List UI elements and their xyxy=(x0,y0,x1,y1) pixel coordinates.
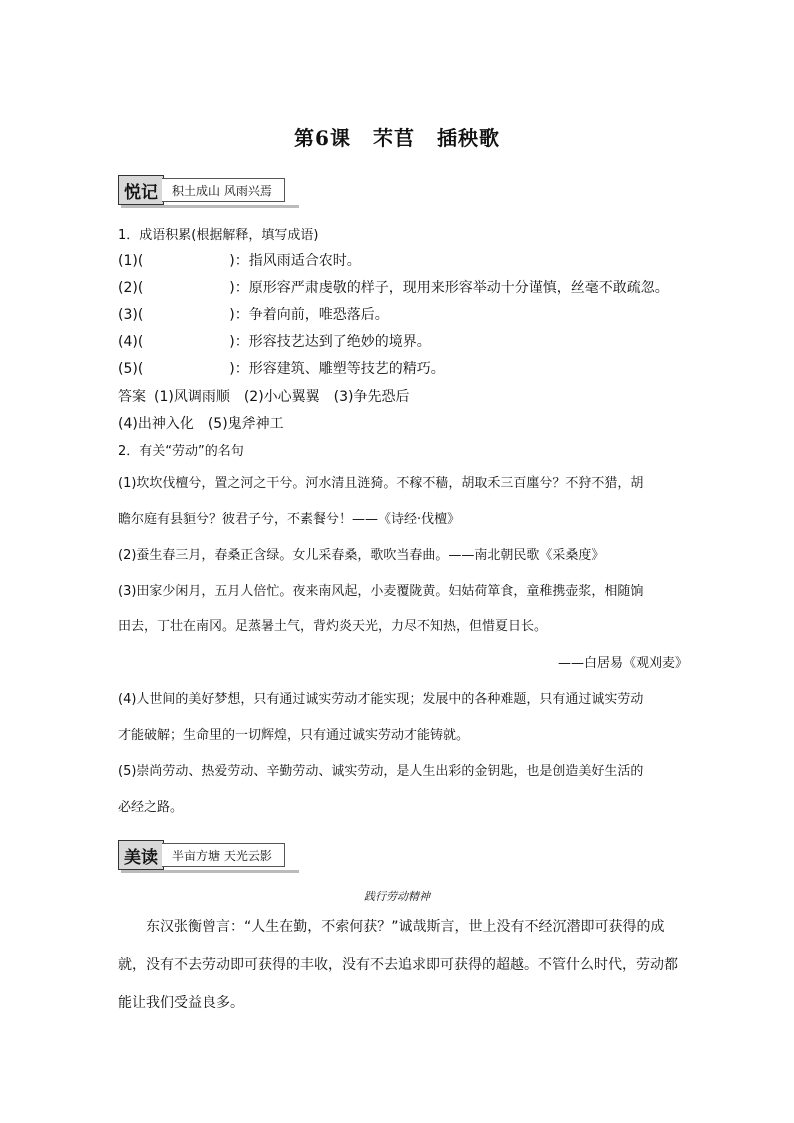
item-close: )： xyxy=(229,280,249,296)
q2-p1-line-2: 瞻尔庭有县貆兮？彼君子兮，不素餐兮！——《诗经·伐檀》 xyxy=(118,512,461,527)
answer-text: (1)风调雨顺 (2)小心翼翼 (3)争先恐后 xyxy=(154,389,410,405)
lesson-number: 第6课 xyxy=(294,126,351,150)
q2-p2: (2)蚕生春三月，春桑正含绿。女儿采春桑，歌吹当春曲。——南北朝民歌《采桑度》 xyxy=(118,548,605,563)
item-text: 形容技艺达到了绝妙的境界。 xyxy=(248,334,431,350)
item-text: 形容建筑、雕塑等技艺的精巧。 xyxy=(248,361,445,377)
lesson-title xyxy=(0,122,794,151)
item-close: )： xyxy=(229,307,249,323)
item-close: )： xyxy=(229,334,249,350)
section-tag: 美读 xyxy=(118,840,164,870)
q1-item-3 xyxy=(118,304,389,324)
item-close: )： xyxy=(229,253,249,269)
answer-label: 答案 xyxy=(118,389,146,405)
banner-shadow xyxy=(121,205,299,208)
q1-answer-line-2: (4)出神入化 (5)鬼斧神工 xyxy=(118,416,284,432)
item-number: (2)( xyxy=(118,280,144,296)
q2-p4-line-2: 才能破解；生命里的一切辉煌，只有通过诚实劳动才能铸就。 xyxy=(118,728,470,743)
q2-p3-line-1: (3)田家少闲月，五月人倍忙。夜来南风起，小麦覆陇黄。妇姑荷箪食，童稚携壶浆，相随饷 xyxy=(118,584,644,599)
q1-heading: 1．成语积累(根据解释，填写成语) xyxy=(118,228,319,243)
item-number: (5)( xyxy=(118,361,144,377)
section-banner-meidu xyxy=(118,840,300,870)
lesson-part-2: 插秧歌 xyxy=(436,126,500,150)
q1-item-2 xyxy=(118,277,669,297)
q1-item-4 xyxy=(118,331,431,351)
essay-line-1: 东汉张衡曾言：“人生在勤，不索何获？”诚哉斯言，世上没有不经沉潜即可获得的成 xyxy=(146,919,665,935)
q1-answer-line-1 xyxy=(118,386,410,406)
item-text: 原形容严肃虔敬的样子，现用来形容举动十分谨慎，丝毫不敢疏忽。 xyxy=(248,280,669,296)
q1-item-1 xyxy=(118,250,361,270)
item-number: (3)( xyxy=(118,307,144,323)
banner-shadow xyxy=(121,870,299,873)
item-text: 指风雨适合农时。 xyxy=(248,253,361,269)
q2-p3-source: ——白居易《观刈麦》 xyxy=(557,656,688,671)
item-number: (1)( xyxy=(118,253,144,269)
q2-p4-line-1: (4)人世间的美好梦想，只有通过诚实劳动才能实现；发展中的各种难题，只有通过诚实劳动 xyxy=(118,692,644,707)
item-number: (4)( xyxy=(118,334,144,350)
section-slogan: 积土成山 风雨兴焉 xyxy=(162,178,285,202)
essay-title: 践行劳动精神 xyxy=(364,890,430,903)
section-tag: 悦记 xyxy=(118,175,164,205)
item-text: 争着向前，唯恐落后。 xyxy=(248,307,389,323)
q2-p1-line-1: (1)坎坎伐檀兮，置之河之干兮。河水清且涟猗。不稼不穑，胡取禾三百廛兮？不狩不猎，胡 xyxy=(118,476,644,491)
q2-p3-line-2: 田去，丁壮在南冈。足蒸暑土气，背灼炎天光，力尽不知热，但惜夏日长。 xyxy=(118,619,548,634)
q2-p5-line-1: (5)崇尚劳动、热爱劳动、辛勤劳动、诚实劳动，是人生出彩的金钥匙，也是创造美好生活的 xyxy=(118,764,644,779)
section-slogan: 半亩方塘 天光云影 xyxy=(162,843,285,867)
section-banner-yueji xyxy=(118,175,300,205)
lesson-part-1: 芣苢 xyxy=(372,126,415,150)
q2-p5-line-2: 必经之路。 xyxy=(118,800,184,815)
item-close: )： xyxy=(229,361,249,377)
essay-line-2: 就，没有不去劳动即可获得的丰收，没有不去追求即可获得的超越。不管什么时代，劳动都 xyxy=(118,957,678,973)
essay-line-3: 能让我们受益良多。 xyxy=(118,995,244,1011)
q2-heading: 2．有关“劳动”的名句 xyxy=(118,444,244,459)
q1-item-5 xyxy=(118,358,445,378)
